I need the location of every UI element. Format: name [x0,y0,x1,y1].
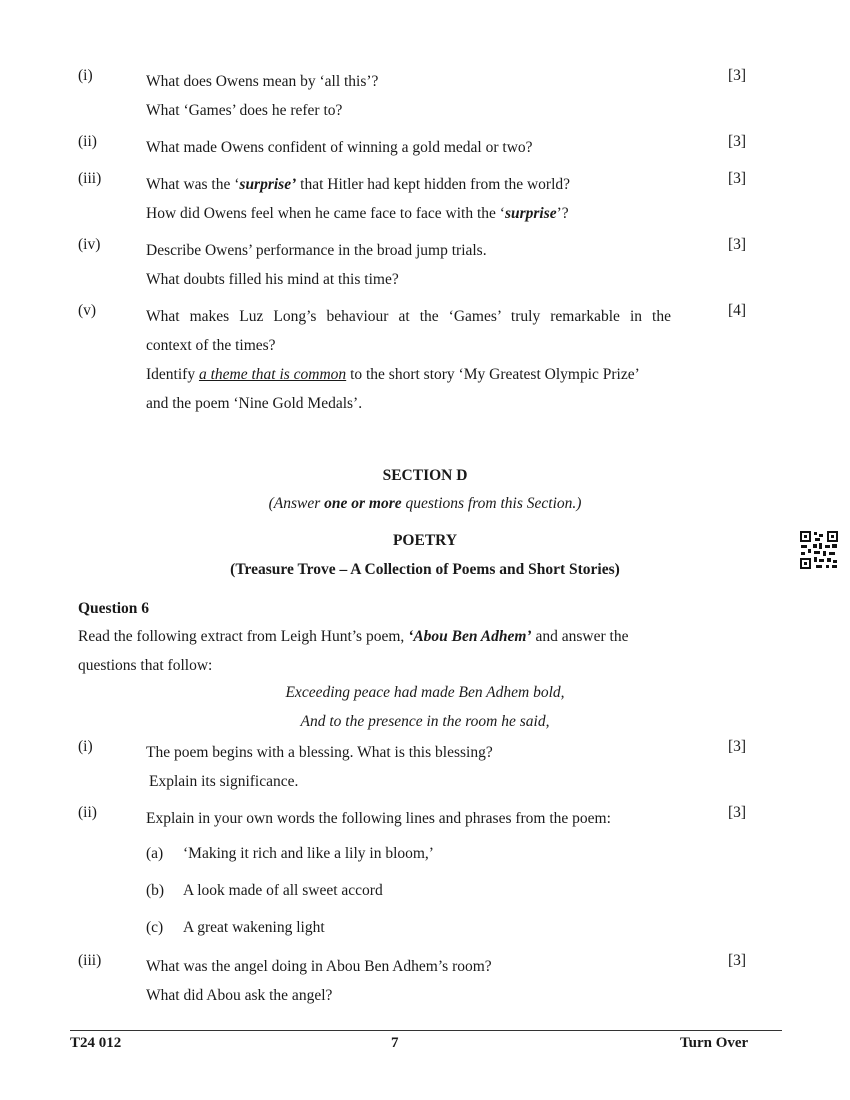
poem-extract-line-1: Exceeding peace had made Ben Adhem bold, [285,684,565,701]
marks: [3] [728,952,747,969]
underlined-phrase: a theme that is common [198,366,347,383]
marks: [3] [728,804,747,821]
part-text: What was the ‘surprise’ that Hitler had kept hidden from the world? How did Owens feel when he came face to face with the ‘surprise’? [146,176,571,222]
part-number: (iii) [78,170,102,187]
poem-extract-line-2: And to the presence in the room he said, [300,713,550,730]
turn-over-label: Turn Over [680,1035,749,1051]
marks: [3] [728,133,747,150]
part-text: What does Owens mean by ‘all this’? What ‘Games’ does he refer to? [146,73,379,119]
paper-code: T24 012 [70,1035,122,1051]
part-text: The poem begins with a blessing. What is this blessing? Explain its significance. [146,744,493,790]
marks: [3] [728,738,747,755]
marks: [4] [728,302,747,319]
marks: [3] [728,170,747,187]
part-text: What made Owens confident of winning a gold medal or two? [146,139,533,156]
marks: [3] [728,67,747,84]
page-number: 7 [391,1035,399,1051]
section-category: POETRY [392,532,458,549]
part-text: What was the angel doing in Abou Ben Adhem’s room? What did Abou ask the angel? [146,958,492,1004]
part-number: (v) [78,302,97,319]
section-instruction: (Answer one or more questions from this Section.) [268,495,582,512]
question-6-intro: Read the following extract from Leigh Hunt’s poem, ‘Abou Ben Adhem’ and answer the questions that follow: [78,628,629,674]
marks: [3] [728,236,747,253]
footer-divider [70,1030,782,1031]
section-subtitle: (Treasure Trove – A Collection of Poems and Short Stories) [230,561,620,578]
part-text: Describe Owens’ performance in the broad jump trials. What doubts filled his mind at this time? [146,242,487,288]
question-6-heading: Question 6 [78,600,150,617]
section-title: SECTION D [382,467,468,484]
part-number: (iii) [78,952,102,969]
part-text: What makes Luz Long’s behaviour at the ‘Games’ truly remarkable in the context of the times? Identify a theme that is common to the short story ‘My Greatest Olympic Prize’ and the poem ‘Nine Gold Medals’. [146,308,671,412]
part-number: (i) [78,738,93,755]
part-number: (iv) [78,236,101,253]
part-number: (ii) [78,804,97,821]
part-number: (ii) [78,133,97,150]
part-text: Explain in your own words the following lines and phrases from the poem: [146,810,611,827]
part-number: (i) [78,67,93,84]
qr-code-icon [799,530,839,570]
